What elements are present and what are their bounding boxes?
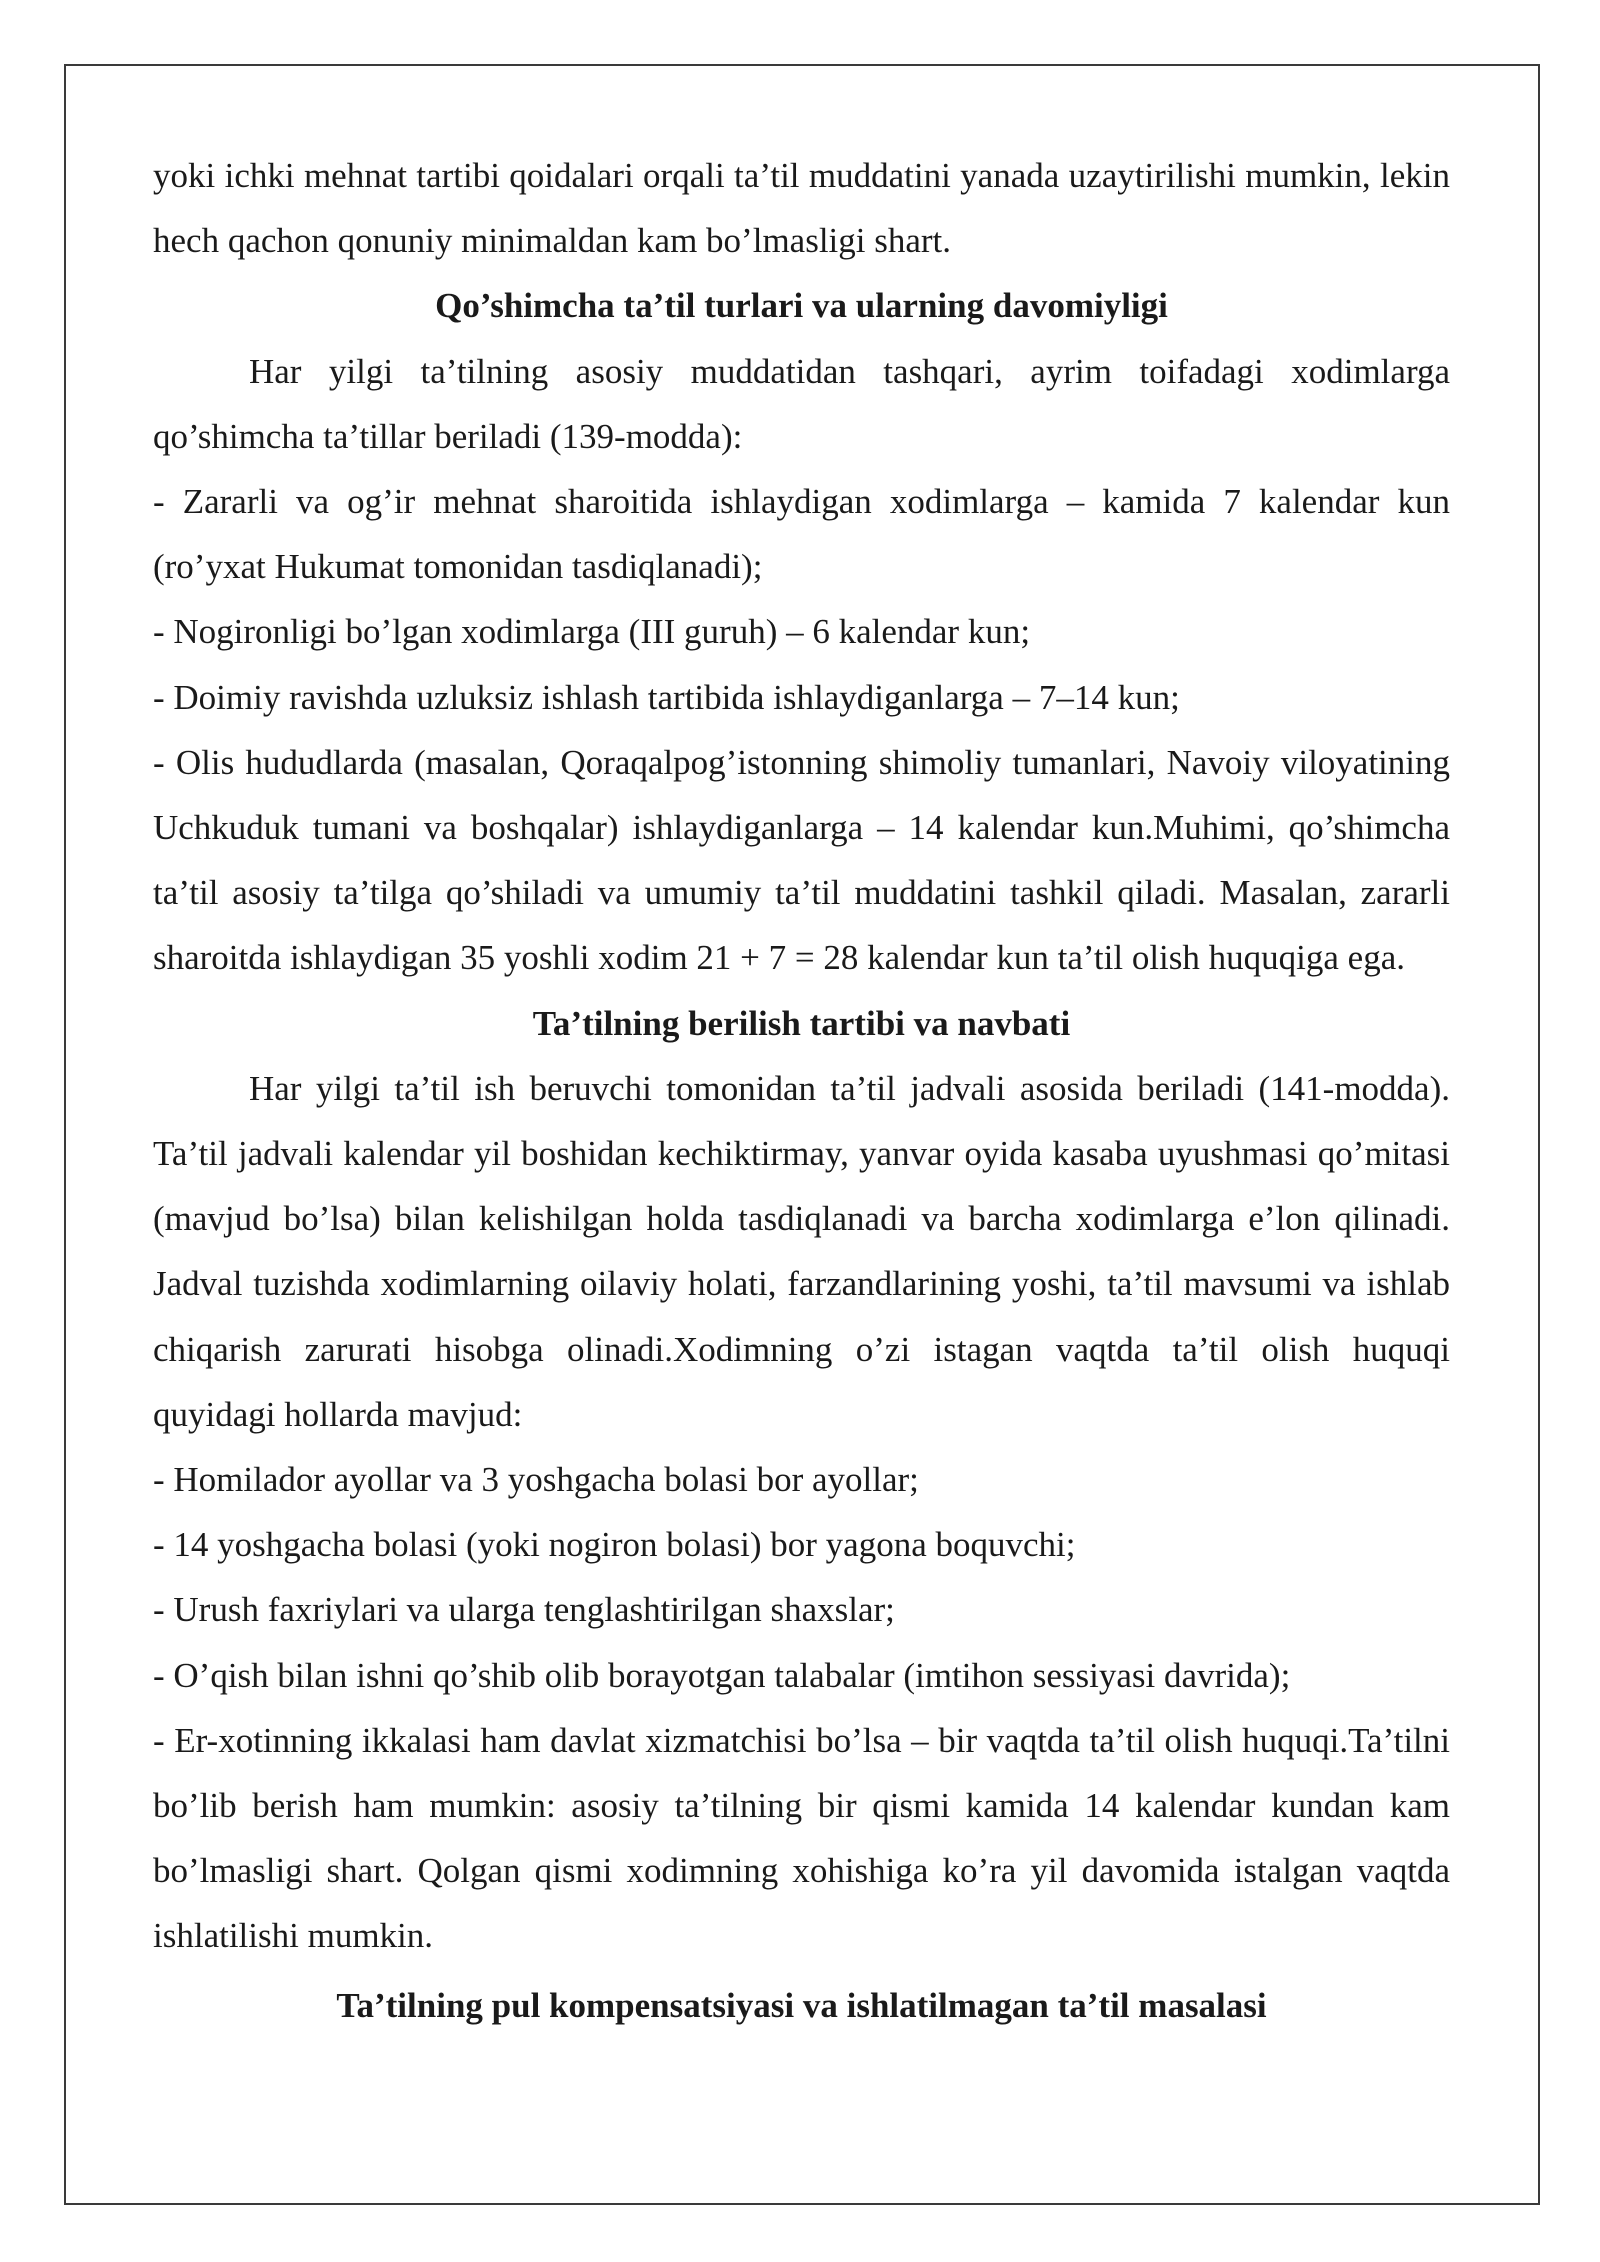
section-paragraph: Har yilgi ta’tilning asosiy muddatidan tashqari, ayrim toifadagi xodimlarga qo’shimcha ta’tillar beriladi (139-modda): (153, 351, 1450, 456)
section-heading-additional-leave: Qo’shimcha ta’til turlari va ularning davomiyligi (435, 286, 1168, 326)
list-item: - Nogironligi bo’lgan xodimlarga (III guruh) – 6 kalendar kun; (153, 612, 1031, 652)
section-heading-compensation: Ta’tilning pul kompensatsiyasi va ishlatilmagan ta’til masalasi (336, 1985, 1267, 2025)
list-item: - O’qish bilan ishni qo’shib olib borayotgan talabalar (imtihon sessiyasi davrida); (153, 1655, 1291, 1695)
list-item: - Urush faxriylari va ularga tenglashtirilgan shaxslar; (153, 1590, 895, 1630)
list-item: - Er-xotinning ikkalasi ham davlat xizmatchisi bo’lsa – bir vaqtda ta’til olish huquqi.Ta’tilni bo’lib berish ham mumkin: asosiy ta’tilning bir qismi kamida 14 kalendar kundan kam bo’lmasligi shart. Qolgan qismi xodimning xohishiga ko’ra yil davomida istalgan vaqtda ishlatilishi mumkin. (153, 1720, 1450, 1956)
list-item: - Homilador ayollar va 3 yoshgacha bolasi bor ayollar; (153, 1460, 919, 1500)
document-body (153, 143, 1450, 2038)
section-paragraph: Har yilgi ta’til ish beruvchi tomonidan ta’til jadvali asosida beriladi (141-modda). Ta’til jadvali kalendar yil boshidan kechiktirmay, yanvar oyida kasaba uyushmasi qo’mitasi (mavjud bo’lsa) bilan kelishilgan holda tasdiqlanadi va barcha xodimlarga e’lon qilinadi. Jadval tuzishda xodimlarning oilaviy holati, farzandlarining yoshi, ta’til mavsumi va ishlab chiqarish zarurati hisobga olinadi.Xodimning o’zi istagan vaqtda ta’til olish huquqi quyidagi hollarda mavjud: (153, 1068, 1450, 1434)
list-item: - Olis hududlarda (masalan, Qoraqalpog’istonning shimoliy tumanlari, Navoiy viloyatining Uchkuduk tumani va boshqalar) ishlaydiganlarga – 14 kalendar kun.Muhimi, qo’shimcha ta’til asosiy ta’tilga qo’shiladi va umumiy ta’til muddatini tashkil qiladi. Masalan, zararli sharoitda ishlaydigan 35 yoshli xodim 21 + 7 = 28 kalendar kun ta’til olish huquqiga ega. (153, 742, 1450, 978)
list-item: - Doimiy ravishda uzluksiz ishlash tartibida ishlaydiganlarga – 7–14 kun; (153, 677, 1180, 717)
list-item: - 14 yoshgacha bolasi (yoki nogiron bolasi) bor yagona boquvchi; (153, 1525, 1076, 1565)
intro-paragraph: yoki ichki mehnat tartibi qoidalari orqali ta’til muddatini yanada uzaytirilishi mumkin, lekin hech qachon qonuniy minimaldan kam bo’lmasligi shart. (153, 156, 1450, 261)
list-item: - Zararli va og’ir mehnat sharoitida ishlaydigan xodimlarga – kamida 7 kalendar kun (ro’yxat Hukumat tomonidan tasdiqlanadi); (153, 482, 1450, 587)
section-heading-leave-order: Ta’tilning berilish tartibi va navbati (532, 1003, 1071, 1043)
